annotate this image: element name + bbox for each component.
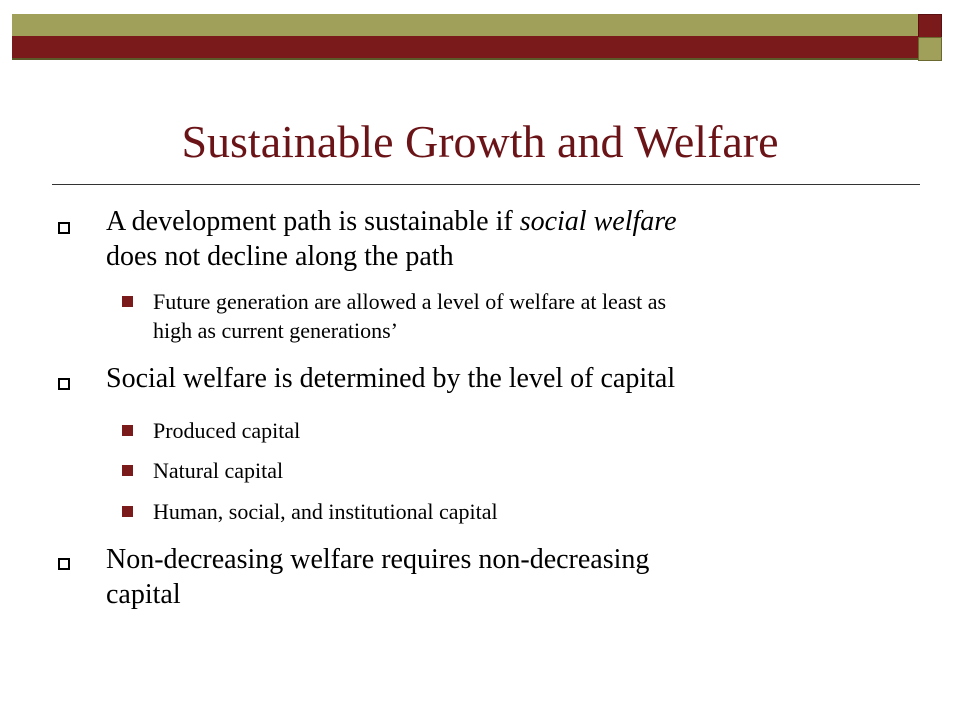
header-bar: [12, 14, 918, 60]
header-bar-red: [12, 36, 918, 58]
bullet-1-text: A development path is sustainable if: [106, 206, 520, 237]
sub-bullet-2-3: Human, social, and institutional capital: [153, 499, 498, 524]
bullet-2-line-1: Social welfare is determined by the level of capital: [106, 363, 676, 394]
square-bullet-icon: [122, 465, 133, 476]
square-bullet-icon: [122, 425, 133, 436]
header-bar-line: [12, 58, 918, 60]
hollow-square-bullet-icon: [58, 378, 70, 390]
header-bar-olive: [12, 14, 918, 36]
bullet-1-line-1: [106, 205, 677, 239]
bullet-3-line-1: Non-decreasing welfare requires non-decreasing: [106, 544, 650, 575]
header-corner-squares: [918, 14, 942, 60]
title-divider: [52, 184, 920, 185]
sub-bullet-1-1-line-2: high as current generations’: [153, 318, 398, 343]
sub-bullet-1-1-line-1: Future generation are allowed a level of welfare at least as: [153, 289, 667, 314]
square-bullet-icon: [122, 296, 133, 307]
corner-square-red: [918, 14, 942, 38]
hollow-square-bullet-icon: [58, 558, 70, 570]
bullet-1-emphasis: social welfare: [519, 206, 677, 237]
slide-title: Sustainable Growth and Welfare: [181, 116, 779, 167]
corner-square-olive: [918, 37, 942, 61]
bullet-1-line-2: does not decline along the path: [106, 241, 454, 272]
hollow-square-bullet-icon: [58, 222, 70, 234]
sub-bullet-2-2: Natural capital: [153, 458, 284, 483]
bullet-3-line-2: capital: [106, 579, 181, 610]
sub-bullet-2-1: Produced capital: [153, 418, 301, 443]
square-bullet-icon: [122, 506, 133, 517]
